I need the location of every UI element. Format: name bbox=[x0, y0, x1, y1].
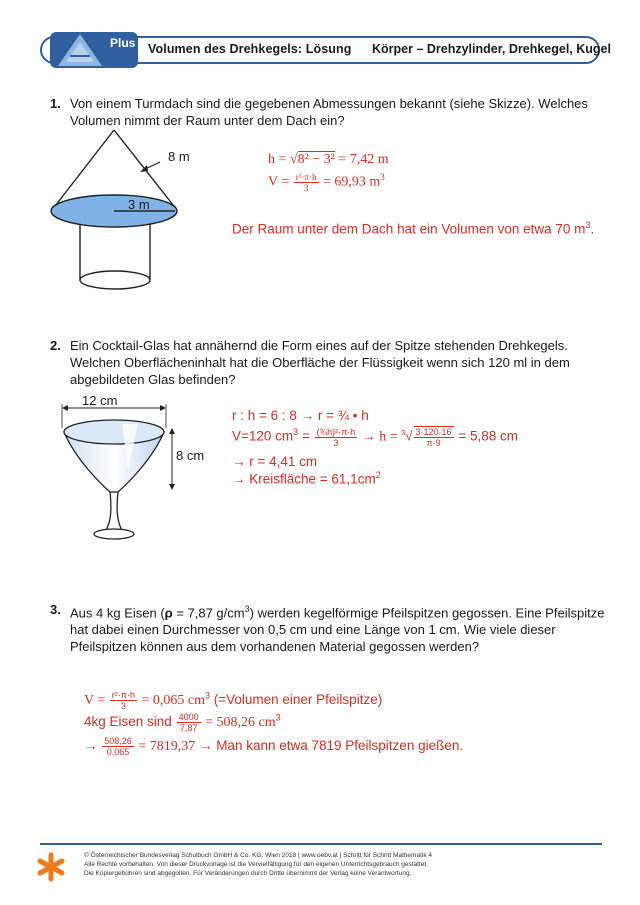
q1-label-side: 8 m bbox=[168, 149, 190, 164]
q2-label-height: 8 cm bbox=[176, 448, 205, 463]
q1-text-line1: Von einem Turmdach sind die gegebenen Abmessungen bekannt (siehe Skizze). Welches bbox=[70, 96, 588, 111]
q1-label-radius: 3 m bbox=[128, 197, 150, 212]
q1-radicand: 8² − 3² bbox=[297, 152, 335, 167]
q2-number: 2. bbox=[50, 338, 61, 353]
q3-result-line: → $\frac{508,26}{0,065}$ = 7819,37 → Man kann etwa 7819 Pfeilspitzen gießen. bbox=[84, 736, 464, 757]
q2-text bbox=[70, 337, 600, 388]
page-title: Volumen des Drehkegels: Lösung bbox=[148, 42, 352, 56]
q3-volume-line: V = $\frac{\text{r²·π·h}}{3}$ = 0,065 $cm^3$ (=Volumen einer Pfeilspitze) bbox=[84, 690, 383, 711]
q1-text-line2: Volumen nimmt der Raum unter dem Dach ein? bbox=[70, 113, 345, 128]
footer-line2: Alle Rechte vorbehalten. Von dieser Druckvorlage ist die Vervielfältigung für den eigenen Unterrichtsgebrauch gestattet. bbox=[84, 861, 428, 868]
page-topic: Körper – Drehzylinder, Drehkegel, Kugel bbox=[372, 42, 611, 56]
footer-line3: Die Kopiergebühren sind abgegolten. Für Veränderungen durch Dritte übernimmt der Verlag keine Verantwortung. bbox=[84, 870, 412, 877]
q2-text-line2: Welchen Oberflächeninhalt hat die Oberfläche der Flüssigkeit wenn sich 120 ml in dem bbox=[70, 355, 570, 370]
q2-label-width: 12 cm bbox=[82, 393, 118, 408]
logo-text: Plus bbox=[110, 36, 136, 50]
q3-text-line2: hat dabei einen Durchmesser von 0,5 cm und eine Länge von 1 cm. Wie viele dieser bbox=[70, 622, 556, 638]
cocktail-glass-sketch bbox=[56, 400, 216, 550]
q3-iron-volume-line: 4kg Eisen sind $\frac{4000}{7,87}$ = 508,26 $cm^3$ bbox=[84, 712, 281, 733]
q1-volume-formula: V = $\frac{\text{r²·π·h}}{3}$ = 69,93 $m^3$ bbox=[268, 172, 385, 193]
q1-number: 1. bbox=[50, 96, 61, 111]
publisher-star-icon bbox=[36, 852, 66, 882]
footer-divider bbox=[40, 843, 602, 845]
q2-area-line: → Kreisfläche = $61,1cm^2$ bbox=[232, 470, 381, 487]
q2-text-line1: Ein Cocktail-Glas hat annähernd die Form eines auf der Spitze stehenden Drehkegels. bbox=[70, 338, 568, 353]
q1-text bbox=[70, 95, 600, 129]
q3-text bbox=[70, 601, 605, 655]
footer-line1: © Österreichischer Bundesverlag Schulbuch GmbH & Co. KG, Wien 2018 | www.oebv.at | Schritt für Schritt Mathematik 4 bbox=[84, 852, 432, 859]
q3-text-line1: Aus 4 kg Eisen (ρ = 7,87 $g/cm^3$) werden kegelförmige Pfeilspitzen gegossen. Eine Pfeilspitze bbox=[70, 604, 605, 621]
q1-height-formula: h = √8² − 3² = 7,42 m bbox=[268, 152, 389, 167]
plus-logo bbox=[50, 30, 138, 70]
q1-answer: Der Raum unter dem Dach hat ein Volumen von etwa 70 $m^3$. bbox=[232, 220, 595, 237]
q3-text-line3: Pfeilspitzen können aus dem vorhandenen Material gegossen werden? bbox=[70, 639, 480, 655]
q2-ratio-line: r : h = 6 : 8 → r = ¾ • h bbox=[232, 408, 369, 423]
q2-radius-line: → r = 4,41 cm bbox=[232, 454, 318, 469]
q3-number: 3. bbox=[50, 602, 61, 617]
footer-copyright bbox=[84, 851, 584, 878]
q2-volume-formula: V=120 $cm^3$ = $\frac{\text{(¾h)²·π·h}}{3}$ → h = $^3$√ $\frac{3\cdot 120\cdot 16}{\pi\cdot 9}$ = 5,88 cm bbox=[232, 426, 518, 448]
tower-roof-sketch bbox=[48, 128, 238, 298]
q2-text-line3: abgebildeten Glas befinden? bbox=[70, 372, 236, 387]
